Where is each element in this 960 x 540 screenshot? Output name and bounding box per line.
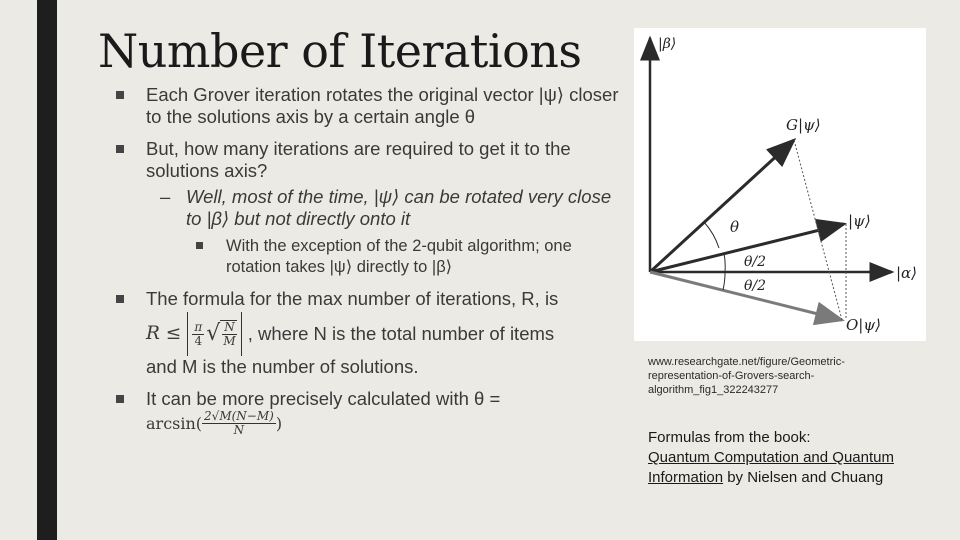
half-angle-arc-top <box>724 253 725 272</box>
square-bullet-icon <box>116 295 124 303</box>
bullet-item <box>110 288 630 378</box>
g-psi-vector <box>650 140 794 272</box>
alpha-label: |α⟩ <box>896 264 918 282</box>
formula-continuation: and M is the number of solutions. <box>146 356 419 377</box>
g-psi-label: G|ψ⟩ <box>786 116 821 134</box>
citation-prefix: Formulas from the book: <box>648 429 811 446</box>
bullet-text: It can be more precisely calculated with θ = <box>146 388 501 409</box>
bullet-text: Each Grover iteration rotates the original vector |ψ⟩ closer to the solutions axis by a certain angle θ <box>146 84 619 127</box>
formula-lhs: R ≤ <box>146 323 182 344</box>
reflection-dashed-1 <box>794 140 842 320</box>
book-citation <box>648 428 918 488</box>
bullet-text: But, how many iterations are required to get it to the solutions axis? <box>146 138 571 181</box>
theta-angle-arc <box>704 222 719 248</box>
sub-bullet-item <box>110 186 630 230</box>
psi-label: |ψ⟩ <box>848 212 871 230</box>
sub-bullet-text: Well, most of the time, |ψ⟩ can be rotated very close to |β⟩ but not directly onto it <box>186 186 612 229</box>
sub-sub-bullet-item <box>110 236 630 278</box>
o-psi-label: O|ψ⟩ <box>846 316 881 334</box>
square-bullet-icon <box>116 395 124 403</box>
square-bullet-icon <box>116 145 124 153</box>
left-accent-bar <box>37 0 57 540</box>
citation-suffix: by Nielsen and Chuang <box>727 469 884 486</box>
formula-tail-text: , where N is the total number of items <box>247 323 555 344</box>
sqrt-n-over-m: √ $\frac{N}{M}$ <box>206 320 236 348</box>
book-title-link[interactable]: Quantum Computation and Quantum Information <box>648 449 894 486</box>
page-title: Number of Iterations <box>98 24 582 78</box>
theta-fraction: $\frac{2√M(N-M)}{N}$ <box>204 409 274 437</box>
beta-label: |β⟩ <box>658 36 677 52</box>
theta-formula: arcsin( $\frac{2√M(N-M)}{N}$ ) <box>146 409 283 437</box>
r-formula <box>146 312 630 356</box>
bullet-item <box>110 138 630 182</box>
half-angle-arc-bottom <box>723 272 725 290</box>
ceiling-bracket <box>187 312 241 356</box>
dash-bullet-icon: – <box>160 186 171 207</box>
square-bullet-icon <box>196 242 203 249</box>
theta-label: θ <box>730 218 740 236</box>
figure-source-caption: www.researchgate.net/figure/Geometric-representation-of-Grovers-search-algorithm_fig1_322243277 <box>648 356 845 396</box>
theta-half-top-label: θ/2 <box>744 254 767 270</box>
sub-sub-bullet-text: With the exception of the 2-qubit algorithm; one rotation takes |ψ⟩ directly to |β⟩ <box>226 237 572 276</box>
bullet-item <box>110 84 630 128</box>
bullet-item <box>110 388 630 437</box>
grover-geometry-figure <box>634 28 926 341</box>
pi-over-four: $\frac{\pi}{4}$ <box>194 319 203 348</box>
bullet-text: The formula for the max number of iterations, R, is <box>146 288 559 309</box>
grover-diagram <box>634 28 926 341</box>
bullet-list <box>110 84 630 447</box>
square-bullet-icon <box>116 91 124 99</box>
theta-half-bottom-label: θ/2 <box>744 278 767 294</box>
